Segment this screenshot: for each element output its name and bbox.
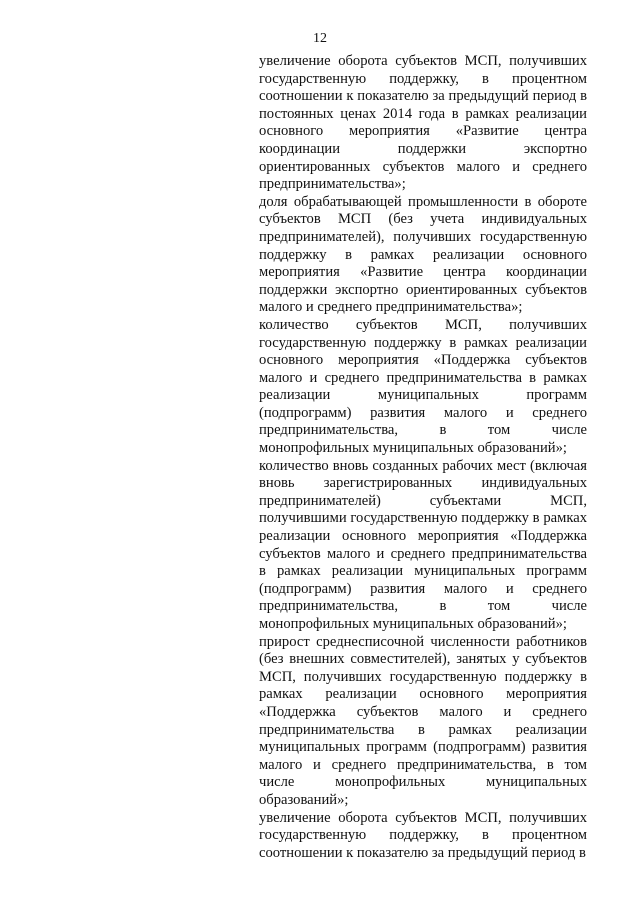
page-number: 12 bbox=[313, 31, 327, 46]
document-body bbox=[259, 53, 587, 862]
paragraph-turnover-growth-municipal: увеличение оборота субъектов МСП, получивших государственную поддержку, в процентном соотношении к показателю за предыдущий период в bbox=[259, 809, 587, 861]
footer-cut-off-text bbox=[26, 898, 586, 905]
paragraph-turnover-growth-export: увеличение оборота субъектов МСП, получивших государственную поддержку, в процентном соотношении к показателю за предыдущий период в постоянных ценах 2014 года в рамках реализации основного мероприятия «Развитие центра координации поддержки экспортно ориентированных субъектов малого и среднего предпринимательства»; bbox=[259, 53, 587, 193]
paragraph-supported-sme-count: количество субъектов МСП, получивших государственную поддержку в рамках реализации основного мероприятия «Поддержка субъектов малого и среднего предпринимательства в рамках реализации муниципальных программ (подпрограмм) развития малого и среднего предпринимательства, в том числе монопрофильных муниципальных образований»; bbox=[259, 316, 587, 457]
paragraph-manufacturing-share: доля обрабатывающей промышленности в обороте субъектов МСП (без учета индивидуальных предпринимателей), получивших государственную поддержку в рамках реализации основного мероприятия «Развитие центра координации поддержки экспортно ориентированных субъектов малого и среднего предпринимательства»; bbox=[259, 193, 587, 316]
paragraph-new-jobs-count: количество вновь созданных рабочих мест (включая вновь зарегистрированных индивидуальных предпринимателей) субъектами МСП, получившими государственную поддержку в рамках реализации основного мероприятия «Поддержка субъектов малого и среднего предпринимательства в рамках реализации муниципальных программ (подпрограмм) развития малого и среднего предпринимательства, в том числе монопрофильных муниципальных образований»; bbox=[259, 457, 587, 632]
paragraph-employee-growth: прирост среднесписочной численности работников (без внешних совместителей), занятых у субъектов МСП, получивших государственную поддержку в рамках реализации основного мероприятия «Поддержка субъектов малого и среднего предпринимательства в рамках реализации муниципальных программ (подпрограмм) развития малого и среднего предпринимательства, в том числе монопрофильных муниципальных образований»; bbox=[259, 633, 587, 808]
